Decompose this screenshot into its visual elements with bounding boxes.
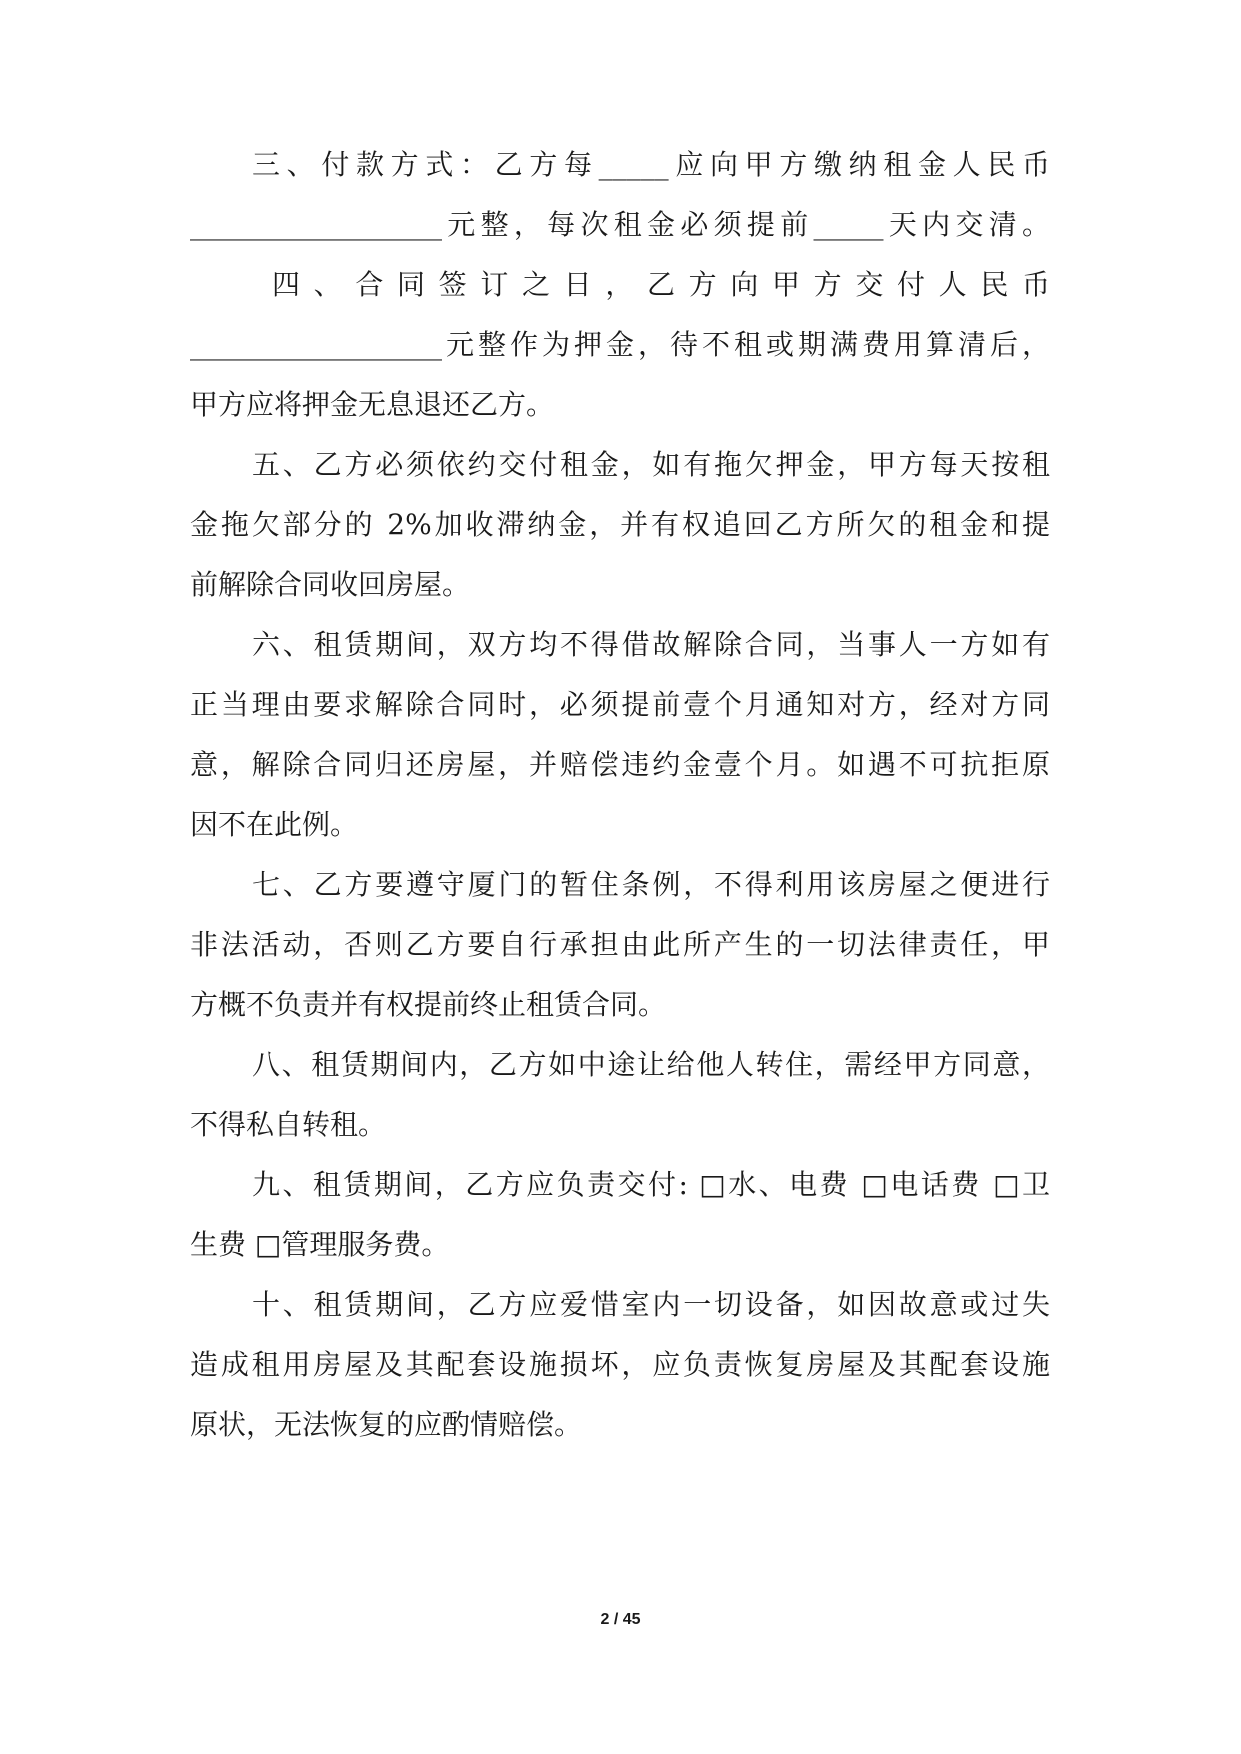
text-line: __________________元整作为押金，待不租或期满费用算清后， bbox=[190, 328, 1050, 361]
text-line: 方概不负责并有权提前终止租赁合同。 bbox=[190, 988, 667, 1021]
text-line: 九、租赁期间，乙方应负责交付: □水、电费 □电话费 □卫 bbox=[252, 1168, 1050, 1201]
text-line: 前解除合同收回房屋。 bbox=[190, 568, 471, 601]
text-line: 五、乙方必须依约交付租金，如有拖欠押金，甲方每天按租 bbox=[252, 448, 1050, 481]
text-line: 造成租用房屋及其配套设施损坏，应负责恢复房屋及其配套设施 bbox=[190, 1348, 1050, 1381]
text-line: __________________元整，每次租金必须提前_____天内交清。 bbox=[190, 208, 1050, 241]
text-line: 七、乙方要遵守厦门的暂住条例，不得利用该房屋之便进行 bbox=[252, 868, 1050, 901]
text-line: 六、租赁期间，双方均不得借故解除合同，当事人一方如有 bbox=[252, 628, 1050, 661]
text-line: 三、付款方式：乙方每_____应向甲方缴纳租金人民币 bbox=[252, 148, 1050, 181]
text-line: 金拖欠部分的 2%加收滞纳金，并有权追回乙方所欠的租金和提 bbox=[190, 508, 1050, 541]
text-line: 十、租赁期间，乙方应爱惜室内一切设备，如因故意或过失 bbox=[252, 1288, 1050, 1321]
text-line: 四、合同签订之日，乙方向甲方交付人民币 bbox=[272, 268, 1050, 301]
text-line: 正当理由要求解除合同时，必须提前壹个月通知对方，经对方同 bbox=[190, 688, 1050, 721]
text-line: 生费 □管理服务费。 bbox=[190, 1228, 450, 1261]
text-line: 非法活动，否则乙方要自行承担由此所产生的一切法律责任，甲 bbox=[190, 928, 1050, 961]
text-line: 意，解除合同归还房屋，并赔偿违约金壹个月。如遇不可抗拒原 bbox=[190, 748, 1050, 781]
text-line: 甲方应将押金无息退还乙方。 bbox=[190, 388, 555, 421]
text-line: 因不在此例。 bbox=[190, 808, 359, 841]
text-line: 八、租赁期间内，乙方如中途让给他人转住，需经甲方同意， bbox=[252, 1048, 1050, 1081]
page-number: 2 / 45 bbox=[600, 1611, 641, 1628]
text-line: 原状，无法恢复的应酌情赔偿。 bbox=[190, 1408, 583, 1441]
text-line: 不得私自转租。 bbox=[190, 1108, 387, 1141]
